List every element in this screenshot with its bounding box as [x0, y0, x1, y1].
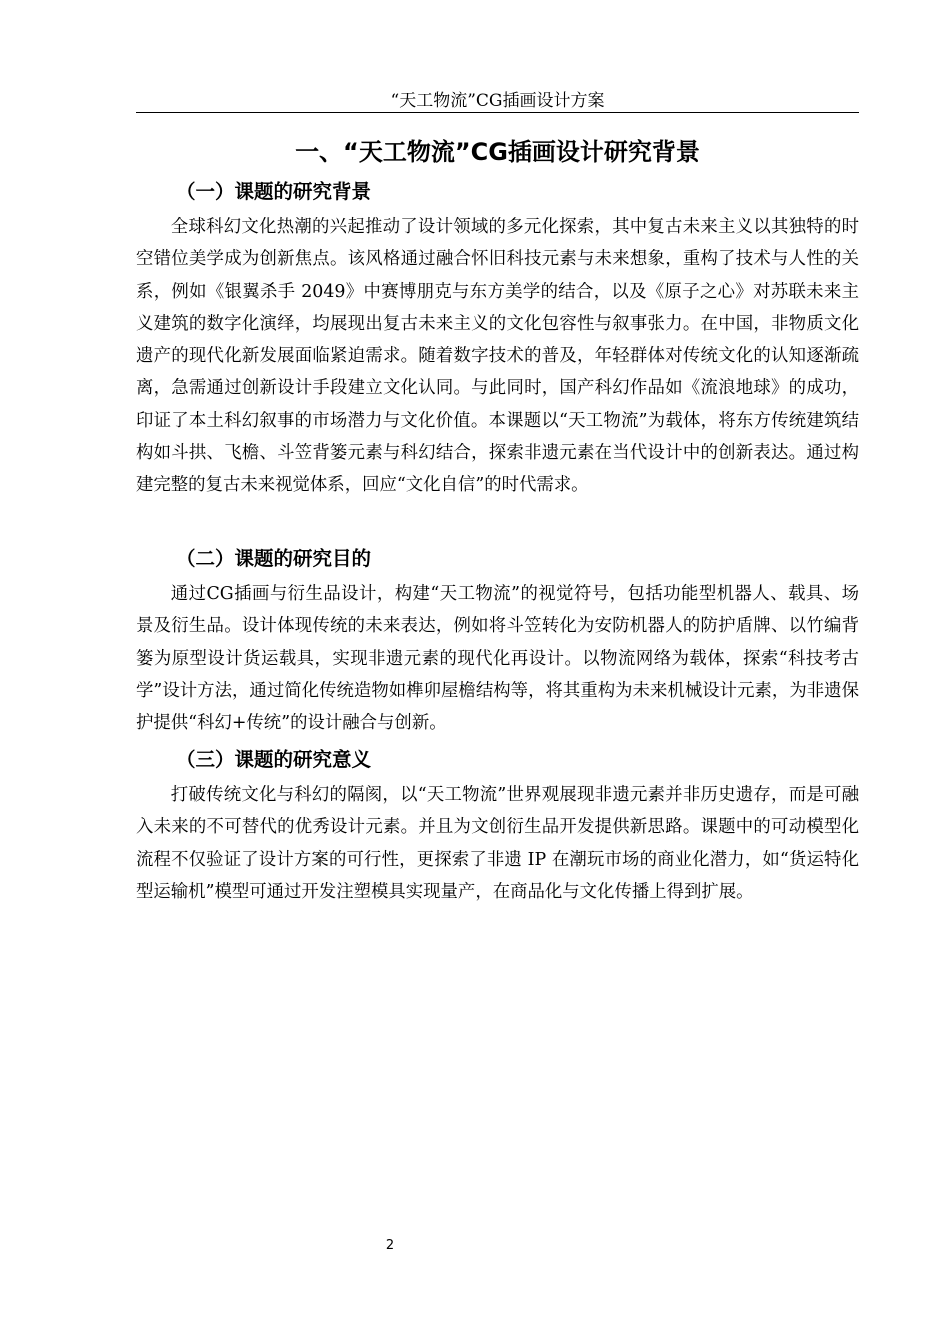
- paragraph-significance: 打破传统文化与科幻的隔阂，以“天工物流”世界观展现非遗元素并非历史遗存，而是可融入未来的不可替代的优秀设计元素。并且为文创衍生品开发提供新思路。课题中的可动模型化流程不仅验证了设计方案的可行性，更探索了非遗 IP 在潮玩市场的商业化潜力，如“货运特化型运输机”模型可通过开发注塑模具实现量产，在商品化与文化传播上得到扩展。: [136, 785, 859, 902]
- page-number: 2: [385, 1238, 395, 1253]
- paragraph-purpose: 通过CG插画与衍生品设计，构建“天工物流”的视觉符号，包括功能型机器人、载具、场景及衍生品。设计体现传统的未来表达，例如将斗笠转化为安防机器人的防护盾牌、以竹编背篓为原型设计货运载具，实现非遗元素的现代化再设计。以物流网络为载体，探索“科技考古学”设计方法，通过简化传统造物如榫卯屋檐结构等，将其重构为未来机械设计元素，为非遗保护提供“科幻+传统”的设计融合与创新。: [136, 584, 859, 734]
- header-rule: [136, 112, 859, 113]
- paragraph-background: 全球科幻文化热潮的兴起推动了设计领域的多元化探索，其中复古未来主义以其独特的时空错位美学成为创新焦点。该风格通过融合怀旧科技元素与未来想象，重构了技术与人性的关系，例如《银翼杀手 2049》中赛博朋克与东方美学的结合，以及《原子之心》对苏联未来主义建筑的数字化演绎，均展现出复古未来主义的文化包容性与叙事张力。在中国，非物质文化遗产的现代化新发展面临紧迫需求。随着数字技术的普及，年轻群体对传统文化的认知逐渐疏离，急需通过创新设计手段建立文化认同。与此同时，国产科幻作品如《流浪地球》的成功，印证了本土科幻叙事的市场潜力与文化价值。本课题以“天工物流”为载体，将东方传统建筑结构如斗拱、飞檐、斗笠背篓元素与科幻结合，探索非遗元素在当代设计中的创新表达。通过构建完整的复古未来视觉体系，回应“文化自信”的时代需求。: [136, 217, 859, 496]
- section-heading-significance: （三）课题的研究意义: [176, 748, 372, 771]
- chapter-title: 一、“天工物流”CG插画设计研究背景: [295, 138, 700, 166]
- running-header: “天工物流”CG插画设计方案: [390, 91, 605, 111]
- section-heading-background: （一）课题的研究背景: [176, 180, 372, 203]
- section-heading-purpose: （二）课题的研究目的: [176, 547, 372, 570]
